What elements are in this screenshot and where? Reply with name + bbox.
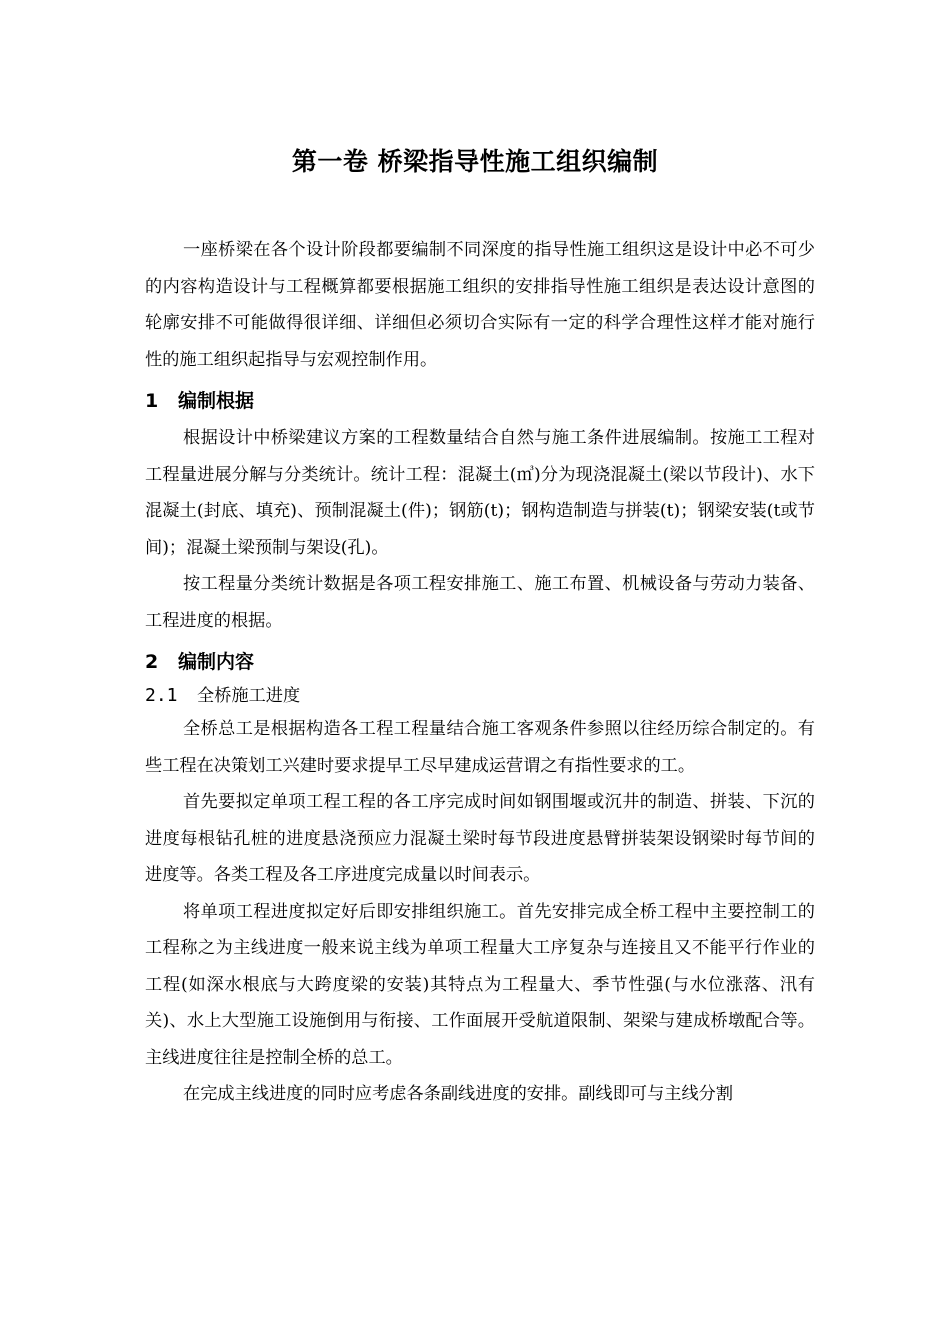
intro-paragraph: 一座桥梁在各个设计阶段都要编制不同深度的指导性施工组织这是设计中必不可少的内容构造设计与工程概算都要根据施工组织的安排指导性施工组织是表达设计意图的轮廓安排不可能做得很详细、详细但必须切合实际有一定的科学合理性这样才能对施行性的施工组织起指导与宏观控制作用。 <box>145 240 815 370</box>
section-1-paragraph-2: 按工程量分类统计数据是各项工程安排施工、施工布置、机械设备与劳动力装备、工程进度的根据。 <box>145 574 815 631</box>
subsection-2-1-heading <box>145 681 815 711</box>
document-title: 第一卷 桥梁指导性施工组织编制 <box>291 147 659 176</box>
section-2-heading <box>145 647 815 677</box>
section-2-paragraph-4: 在完成主线进度的同时应考虑各条副线进度的安排。副线即可与主线分割 <box>183 1084 734 1104</box>
subsection-2-1-title: 全桥施工进度 <box>197 686 301 706</box>
section-1-title: 编制根据 <box>178 390 255 412</box>
section-2-paragraph-3: 将单项工程进度拟定好后即安排组织施工。首先安排完成全桥工程中主要控制工的工程称之为主线进度一般来说主线为单项工程量大工序复杂与连接且又不能平行作业的工程(如深水根底与大跨度梁的安装)其特点为工程量大、季节性强(与水位涨落、汛有关)、水上大型施工设施倒用与衔接、工作面展开受航道限制、架梁与建成桥墩配合等。主线进度往往是控制全桥的总工。 <box>145 901 815 1068</box>
section-2-paragraph-1: 全桥总工是根据构造各工程工程量结合施工客观条件参照以往经历综合制定的。有些工程在决策划工兴建时要求提早工尽早建成运营谓之有指性要求的工。 <box>145 719 815 776</box>
section-1-number: 1 <box>145 390 159 412</box>
section-1-heading <box>145 386 815 416</box>
section-2-number: 2 <box>145 651 159 673</box>
section-2-title: 编制内容 <box>178 651 255 673</box>
section-2-paragraph-2: 首先要拟定单项工程工程的各工序完成时间如钢围堰或沉井的制造、拼装、下沉的进度每根钻孔桩的进度悬浇预应力混凝土梁时每节段进度悬臂拼装架设钢梁时每节间的进度等。各类工程及各工序进度完成量以时间表示。 <box>145 792 815 885</box>
subsection-2-1-number: 2.1 <box>145 685 178 706</box>
document-body <box>145 232 815 1113</box>
section-1-paragraph-1: 根据设计中桥梁建议方案的工程数量结合自然与施工条件进展编制。按施工工程对工程量进展分解与分类统计。统计工程：混凝土(㎥)分为现浇混凝土(梁以节段计)、水下混凝土(封底、填充)、预制混凝土(件)；钢筋(t)；钢构造制造与拼装(t)；钢梁安装(t或节间)；混凝土梁预制与架设(孔)。 <box>145 428 815 558</box>
